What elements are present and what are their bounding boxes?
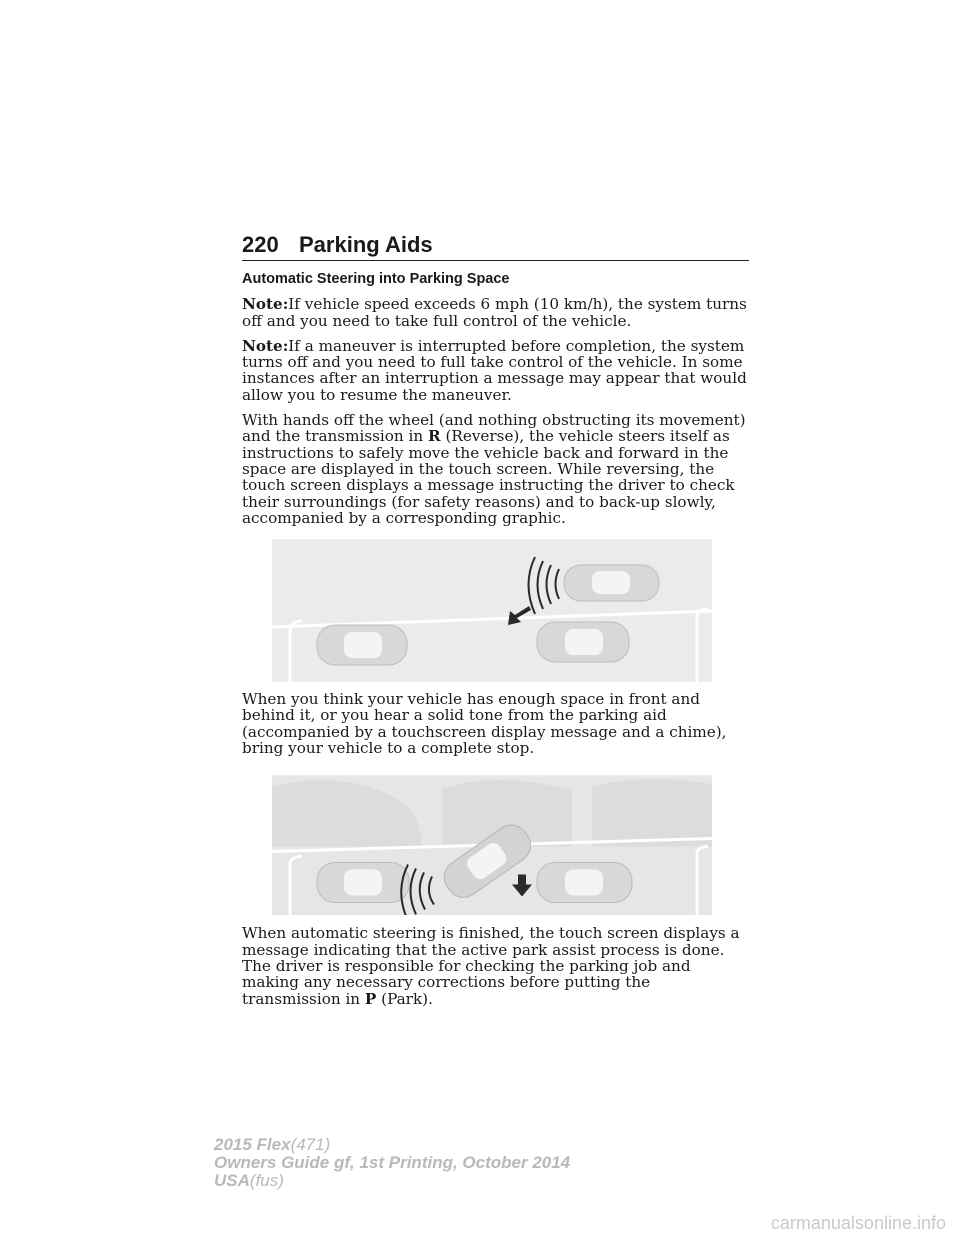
- note-label: Note:: [242, 336, 289, 355]
- parking-illustration-1: [272, 539, 712, 682]
- footer-model: 2015 Flex: [214, 1135, 291, 1154]
- parked-car-left: [317, 863, 409, 903]
- gear-p: P: [364, 989, 377, 1008]
- parking-diagram-reverse: [272, 539, 712, 682]
- footer-model-code: (471): [290, 1135, 331, 1154]
- page-number: 220: [242, 232, 279, 257]
- note-1: [242, 296, 752, 329]
- document-footer: [214, 1136, 570, 1190]
- parked-car-right: [537, 863, 632, 903]
- paragraph-finished: When automatic steering is finished, the touch screen displays a message indicating that the active park assist process is done. The driver is responsible for checking the parking job and making any necessary corrections before putting the transmission in P (Park).: [242, 924, 740, 1008]
- parked-car-left: [317, 625, 407, 665]
- section-title: Parking Aids: [299, 232, 433, 257]
- parked-car-right: [537, 622, 629, 662]
- note-2: [242, 338, 752, 403]
- paragraph-stop: When you think your vehicle has enough space in front and behind it, or you hear a solid tone from the parking aid (accompanied by a touchscreen display message and a chime), bring your vehicle to a complete stop.: [242, 690, 727, 758]
- page-content: [242, 271, 752, 1016]
- parking-diagram-forward: [272, 775, 712, 915]
- parking-illustration-2: [272, 775, 712, 915]
- footer-region-code: (fus): [249, 1171, 284, 1190]
- note-text: If a maneuver is interrupted before completion, the system turns off and you need to full take control of the vehicle. In some instances after an interruption a message may appear that would allow you to resume the maneuver.: [242, 336, 747, 404]
- subheading: Automatic Steering into Parking Space: [242, 271, 510, 287]
- paragraph-reverse: With hands off the wheel (and nothing obstructing its movement) and the transmission in R (Reverse), the vehicle steers itself as instructions to safely move the vehicle back and forward in the space are displayed in the touch screen. While reversing, the touch screen displays a message instructing the driver to check their surroundings (for safety reasons) and to back-up slowly, accompanied by a corresponding graphic.: [242, 411, 746, 527]
- watermark: carmanualsonline.info: [770, 1213, 946, 1233]
- note-label: Note:: [242, 295, 289, 314]
- footer-printing: Owners Guide gf, 1st Printing, October 2014: [214, 1153, 571, 1172]
- footer-region: USA: [214, 1171, 250, 1190]
- note-text: If vehicle speed exceeds 6 mph (10 km/h), the system turns off and you need to take full control of the vehicle.: [242, 295, 747, 330]
- moving-car: [564, 565, 659, 601]
- gear-r: R: [428, 427, 441, 446]
- page-header: [242, 232, 749, 261]
